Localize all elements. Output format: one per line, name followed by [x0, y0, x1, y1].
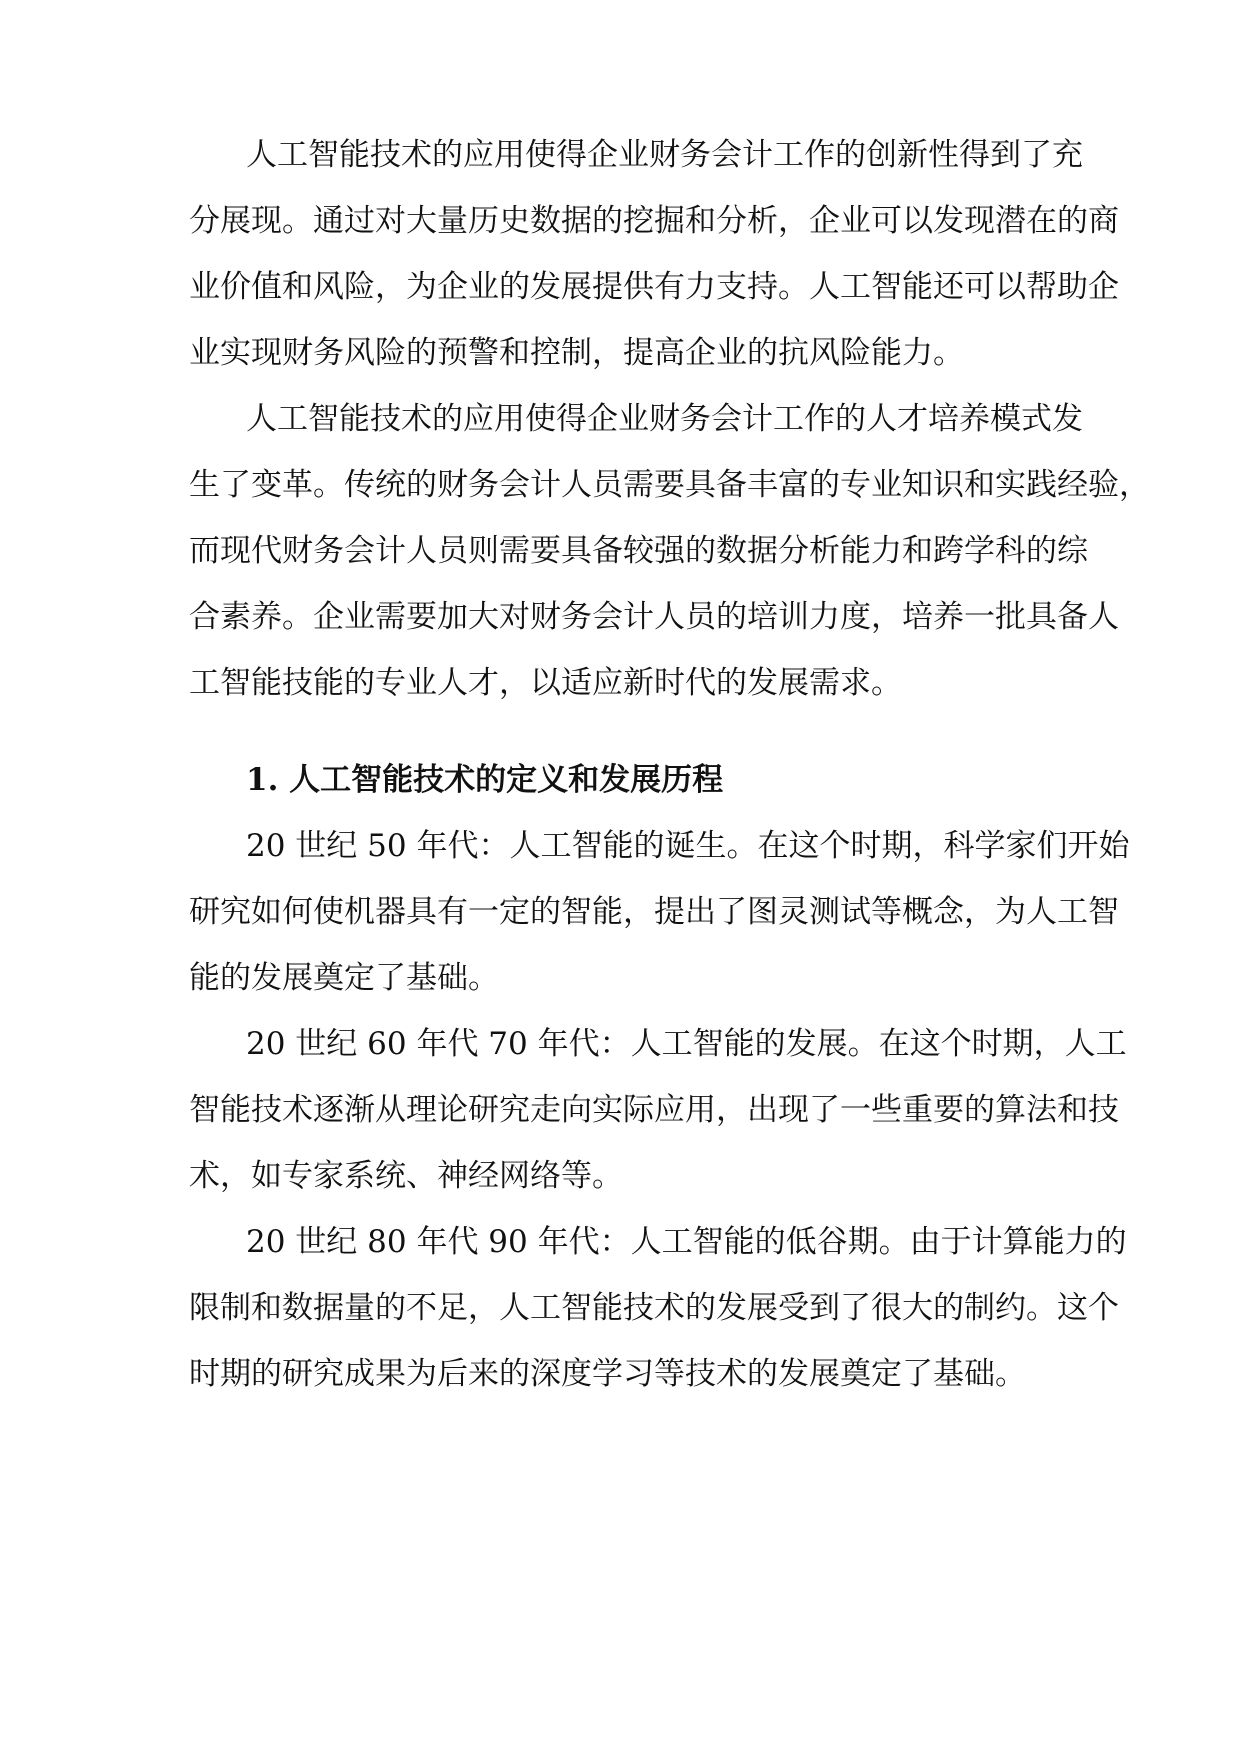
paragraph-1-line-3: 业价值和风险，为企业的发展提供有力支持。人工智能还可以帮助企: [189, 269, 1119, 305]
paragraph-4-line-3: 术，如专家系统、神经网络等。: [189, 1158, 623, 1194]
paragraph-2-line-1: 人工智能技术的应用使得企业财务会计工作的人才培养模式发: [246, 401, 1083, 437]
paragraph-1-line-4: 业实现财务风险的预警和控制，提高企业的抗风险能力。: [189, 335, 964, 371]
paragraph-2-line-5: 工智能技能的专业人才，以适应新时代的发展需求。: [189, 665, 902, 701]
paragraph-3-line-3: 能的发展奠定了基础。: [189, 960, 499, 996]
paragraph-3-line-1: 20 世纪 50 年代：人工智能的诞生。在这个时期，科学家们开始: [246, 828, 1130, 864]
paragraph-2-line-2: 生了变革。传统的财务会计人员需要具备丰富的专业知识和实践经验，: [189, 467, 1150, 503]
paragraph-5-line-2: 限制和数据量的不足，人工智能技术的发展受到了很大的制约。这个: [189, 1290, 1119, 1326]
paragraph-1-line-2: 分展现。通过对大量历史数据的挖掘和分析，企业可以发现潜在的商: [189, 203, 1119, 239]
paragraph-1-line-1: 人工智能技术的应用使得企业财务会计工作的创新性得到了充: [246, 137, 1083, 173]
paragraph-5-line-3: 时期的研究成果为后来的深度学习等技术的发展奠定了基础。: [189, 1356, 1026, 1392]
paragraph-5-line-1: 20 世纪 80 年代 90 年代：人工智能的低谷期。由于计算能力的: [246, 1224, 1127, 1260]
paragraph-4-line-2: 智能技术逐渐从理论研究走向实际应用，出现了一些重要的算法和技: [189, 1092, 1119, 1128]
paragraph-3-line-2: 研究如何使机器具有一定的智能，提出了图灵测试等概念，为人工智: [189, 894, 1119, 930]
section-heading: 1. 人工智能技术的定义和发展历程: [246, 762, 724, 798]
paragraph-4-line-1: 20 世纪 60 年代 70 年代：人工智能的发展。在这个时期，人工: [246, 1026, 1127, 1062]
paragraph-2-line-4: 合素养。企业需要加大对财务会计人员的培训力度，培养一批具备人: [189, 599, 1119, 635]
paragraph-2-line-3: 而现代财务会计人员则需要具备较强的数据分析能力和跨学科的综: [189, 533, 1088, 569]
